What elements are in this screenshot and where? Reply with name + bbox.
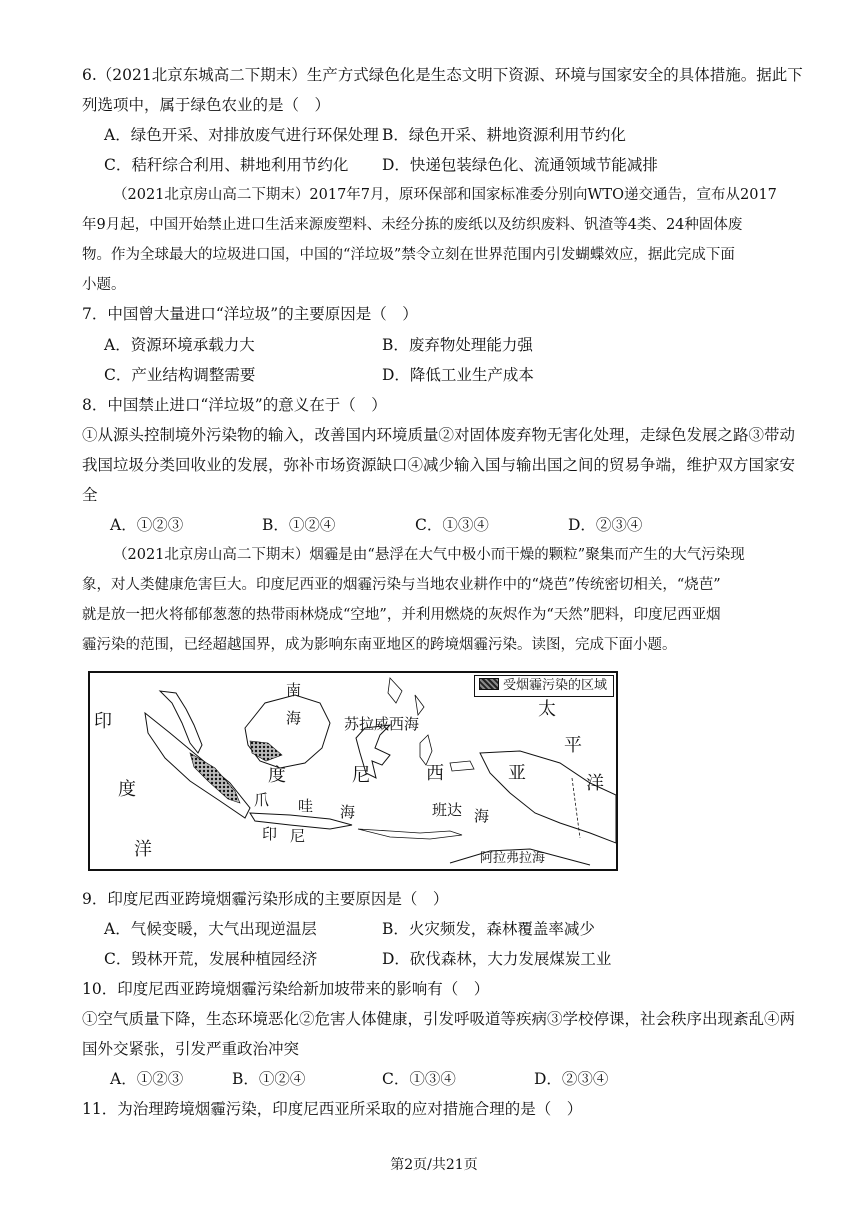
label-ni-du: 度 (268, 765, 286, 786)
label-ni-nx: 尼 (290, 827, 306, 845)
q6-option-a: A．绿色开采、对排放废气进行环保处理 (104, 126, 379, 144)
passage2-line3: 就是放一把火将郁郁葱葱的热带雨林烧成“空地”，并利用燃烧的灰烬作为“天然”肥料，印度尼西亚烟 (82, 607, 721, 623)
label-wa: 哇 (298, 797, 314, 815)
label-ni-xi: 西 (426, 763, 444, 784)
new-guinea (480, 751, 616, 843)
q10-stem: 10．印度尼西亚跨境烟霾污染给新加坡带来的影响有（ ） (82, 980, 490, 998)
q6-option-b: B．绿色开采、耕地资源利用节约化 (382, 126, 626, 144)
q8-statement-line2: 我国垃圾分类回收业的发展，弥补市场资源缺口④减少输入国与输出国之间的贸易争端，维护双方国家安 (82, 456, 796, 474)
label-ni-yin: 印 (262, 825, 278, 843)
passage1-line3: 物。作为全球最大的垃圾进口国，中国的“洋垃圾”禁令立刻在世界范围内引发蝴蝶效应，据此完成下面 (82, 247, 735, 263)
haze-swatch-icon (479, 678, 499, 690)
q10-statement-line2: 国外交紧张，引发严重政治冲突 (82, 1040, 300, 1058)
passage2-line1: （2021北京房山高二下期末）烟霾是由“悬浮在大气中极小而干燥的颗粒”聚集而产生的大气污染现 (113, 547, 745, 563)
page-footer: 第2页/共21页 (390, 1157, 478, 1173)
q11-stem: 11．为治理跨境烟霾污染，印度尼西亚所采取的应对措施合理的是（ ） (82, 1100, 583, 1118)
label-sulawesi-sea: 苏拉威西海 (344, 715, 420, 733)
passage1-line4: 小题。 (82, 277, 126, 293)
label-zhao: 爪 (254, 791, 270, 809)
borneo (245, 695, 330, 768)
q8-option-c: C．①③④ (415, 516, 489, 534)
legend-label: 受烟霾污染的区域 (502, 678, 607, 693)
q8-option-b: B．①②④ (262, 516, 336, 534)
q7-option-a: A．资源环境承载力大 (104, 336, 255, 354)
q7-stem: 7．中国曾大量进口“洋垃圾”的主要原因是（ ） (82, 305, 418, 323)
q9-stem: 9．印度尼西亚跨境烟霾污染形成的主要原因是（ ） (82, 890, 449, 908)
q7-option-b: B．废弃物处理能力强 (382, 336, 533, 354)
q8-stem: 8．中国禁止进口“洋垃圾”的意义在于（ ） (82, 396, 387, 414)
q7-option-d: D．降低工业生产成本 (382, 366, 534, 384)
passage2-line2: 象，对人类健康危害巨大。印度尼西亚的烟霾污染与当地农业耕作中的“烧芭”传统密切相关，“烧芭” (82, 577, 721, 593)
label-banda: 班达 (432, 801, 463, 819)
q8-statement-line1: ①从源头控制境外污染物的输入，改善国内环境质量②对固体废弃物无害化处理，走绿色发展之路③带动 (82, 426, 796, 444)
map-legend (474, 675, 614, 697)
q9-option-a: A．气候变暖，大气出现逆温层 (104, 920, 317, 938)
lesser-sunda (358, 829, 462, 839)
passage1-line1: （2021北京房山高二下期末）2017年7月，原环保部和国家标准委分别向WTO递交通告，宣布从2017 (113, 187, 777, 203)
q10-option-a: A．①②③ (110, 1070, 184, 1088)
label-hai-java: 海 (340, 803, 356, 821)
q8-option-d: D．②③④ (568, 516, 643, 534)
q10-option-b: B．①②④ (232, 1070, 306, 1088)
q8-option-a: A．①②③ (110, 516, 184, 534)
label-yin: 印 (94, 711, 112, 732)
passage2-line4: 霾污染的范围，已经超越国界，成为影响东南亚地区的跨境烟霾污染。读图，完成下面小题。 (82, 637, 677, 653)
q8-statement-line3: 全 (82, 486, 98, 504)
q6-stem-line2: 列选项中，属于绿色农业的是（ ） (82, 96, 331, 114)
label-yang-west: 洋 (134, 839, 152, 860)
q9-option-b: B．火灾频发，森林覆盖率减少 (382, 920, 595, 938)
q10-option-c: C．①③④ (382, 1070, 456, 1088)
label-du: 度 (118, 779, 136, 800)
q6-option-d: D．快递包装绿色化、流通领域节能减排 (382, 156, 658, 174)
label-arafura-sea: 阿拉弗拉海 (480, 851, 546, 866)
q9-option-c: C．毁林开荒，发展种植园经济 (104, 950, 318, 968)
label-nan: 南 (286, 681, 302, 699)
label-yang-east: 洋 (586, 773, 604, 794)
label-hai-north: 海 (286, 709, 302, 727)
q6-stem-line1: 6.（2021北京东城高二下期末）生产方式绿色化是生态文明下资源、环境与国家安全的具体措施。据此下 (82, 66, 803, 84)
passage1-line2: 年9月起，中国开始禁止进口生活来源废塑料、未经分拣的废纸以及纺织废料、钒渣等4类、24种固体废 (82, 217, 743, 233)
q10-option-d: D．②③④ (534, 1070, 609, 1088)
label-tai: 太 (538, 699, 556, 720)
q9-option-d: D．砍伐森林，大力发展煤炭工业 (382, 950, 612, 968)
q7-option-c: C．产业结构调整需要 (104, 366, 256, 384)
q6-option-c: C．秸秆综合利用、耕地利用节约化 (104, 156, 349, 174)
label-ping: 平 (564, 735, 582, 756)
philippines (388, 678, 424, 715)
indonesia-haze-map (88, 671, 618, 871)
label-ni-ni: 尼 (352, 765, 370, 786)
q10-statement-line1: ①空气质量下降，生态环境恶化②危害人体健康，引发呼吸道等疾病③学校停课，社会秩序出现紊乱④两 (82, 1010, 796, 1028)
label-hai-banda: 海 (474, 807, 490, 825)
label-ni-ya: 亚 (508, 763, 526, 784)
